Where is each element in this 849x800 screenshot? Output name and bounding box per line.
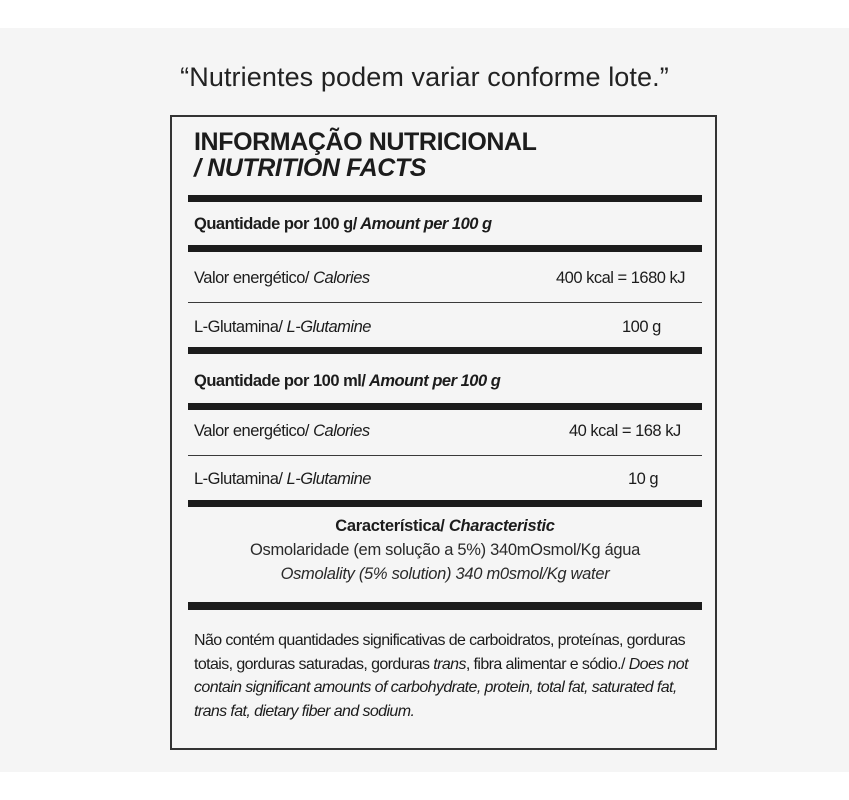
heading-portuguese: Quantidade por 100 ml/ — [194, 372, 366, 390]
variation-note: “Nutrientes podem variar conforme lote.” — [180, 62, 669, 92]
nutrient-name-pt: Valor energético/ — [194, 422, 310, 440]
nutrient-row-calories — [194, 422, 690, 441]
nutrient-name-pt: L-Glutamina/ — [194, 470, 283, 488]
nutrient-value: 40 kcal = 168 kJ — [569, 422, 681, 440]
footnote-pt: Não contém quantidades significativas de carboidratos, proteínas, gorduras totais, gorduras saturadas, gorduras — [194, 632, 686, 673]
osmolality-en: Osmolality (5% solution) 340 m0smol/Kg water — [280, 565, 610, 583]
nutrient-value: 10 g — [628, 470, 659, 488]
section-heading-per-100g — [194, 215, 690, 234]
nutrient-name-en: L-Glutamine — [282, 318, 371, 336]
nutrient-value: 100 g — [622, 318, 661, 336]
title-english: / NUTRITION FACTS — [194, 154, 427, 182]
nutrient-row-glutamine — [194, 470, 690, 489]
divider-thick — [188, 195, 702, 202]
footnote-trans: trans — [433, 655, 466, 673]
nutrition-footnote — [194, 629, 704, 723]
nutrient-name-en: L-Glutamine — [282, 470, 371, 488]
footnote-en: Does not contain significant amounts of carbohydrate, protein, total fat, saturated fat, trans fat, dietary fiber and sodium. — [194, 655, 688, 720]
panel-title — [194, 129, 537, 181]
characteristic-heading — [188, 517, 702, 536]
divider-thick — [188, 347, 702, 354]
heading-portuguese: Quantidade por 100 g/ — [194, 215, 357, 233]
heading-english: Amount per 100 g — [365, 372, 501, 390]
nutrient-name-pt: L-Glutamina/ — [194, 318, 283, 336]
divider-thick — [188, 245, 702, 252]
title-portuguese: INFORMAÇÃO NUTRICIONAL — [194, 128, 537, 156]
nutrient-row-glutamine — [194, 318, 690, 337]
footnote-pt-end: , fibra alimentar e sódio./ — [465, 655, 625, 673]
nutrient-row-calories — [194, 269, 690, 288]
section-heading-per-100ml — [194, 372, 690, 391]
divider-thick — [188, 500, 702, 507]
characteristic-heading-en: Characteristic — [444, 517, 555, 535]
osmolarity-pt: Osmolaridade (em solução a 5%) 340mOsmol/Kg água — [249, 541, 641, 559]
nutrient-name-en: Calories — [309, 422, 370, 440]
nutrient-name-en: Calories — [309, 269, 370, 287]
nutrition-facts-panel — [170, 115, 717, 750]
divider-thick — [188, 602, 702, 610]
characteristic-heading-pt: Característica/ — [335, 517, 445, 535]
divider-thin — [188, 455, 702, 456]
divider-thick — [188, 403, 702, 410]
nutrient-value: 400 kcal = 1680 kJ — [556, 269, 686, 287]
heading-english: Amount per 100 g — [356, 215, 492, 233]
nutrient-name-pt: Valor energético/ — [194, 269, 310, 287]
divider-thin — [188, 302, 702, 303]
